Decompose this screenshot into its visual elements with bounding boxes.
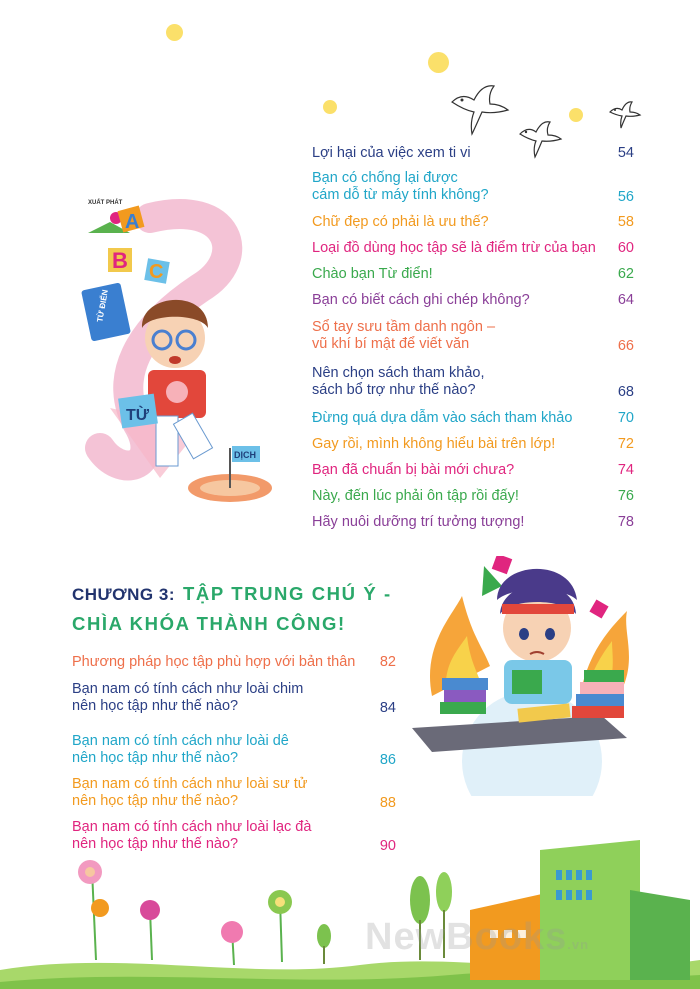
toc-entry-page: 86 xyxy=(379,752,396,768)
toc-entry-page: 76 xyxy=(617,488,634,504)
toc-entry-title: Đừng quá dựa dẫm vào sách tham khảo xyxy=(312,410,573,426)
toc-entry-title: Bạn có biết cách ghi chép không? xyxy=(312,292,530,308)
toc-entry-title: Nên chọn sách tham khảo, sách bổ trợ như thế nào? xyxy=(312,365,485,398)
start-sign: XUẤT PHÁT xyxy=(88,200,123,206)
toc-entry-page: 82 xyxy=(379,654,396,670)
toc-entry[interactable] xyxy=(312,214,634,231)
toc-entry-title: Này, đến lúc phải ôn tập rồi đấy! xyxy=(312,488,519,504)
toc-entry-page: 56 xyxy=(617,189,634,205)
toc-entry-title: Gay rồi, mình không hiểu bài trên lớp! xyxy=(312,436,556,452)
toc-entry-title: Bạn nam có tính cách như loài chim nên học tập như thế nào? xyxy=(72,681,304,714)
toc-entry-title: Bạn nam có tính cách như loài dê nên học tập như thế nào? xyxy=(72,733,289,766)
toc-entry-title: Chữ đẹp có phải là ưu thế? xyxy=(312,214,489,230)
watermark-brand: NewBooks xyxy=(365,916,568,958)
toc-entry-page: 90 xyxy=(379,838,396,854)
toc-entry[interactable] xyxy=(312,436,634,453)
chapter-heading xyxy=(72,583,392,635)
toc-entry-page: 74 xyxy=(617,462,634,478)
toc-entry-title: Lợi hại của việc xem ti vi xyxy=(312,145,471,161)
toc-entry-page: 78 xyxy=(617,514,634,530)
garden-scenery xyxy=(0,830,700,989)
bird-icon xyxy=(610,102,640,128)
decorative-dot xyxy=(323,100,337,114)
toc-entry[interactable] xyxy=(72,776,396,812)
toc-entry-page: 66 xyxy=(617,338,634,354)
toc-entry-title: Phương pháp học tập phù hợp với bản thân xyxy=(72,654,356,670)
toc-entry[interactable] xyxy=(312,292,634,309)
letter-c: C xyxy=(149,261,164,283)
toc-entry[interactable] xyxy=(312,365,634,401)
toc-entry[interactable] xyxy=(72,654,396,671)
bird-icon xyxy=(452,86,508,134)
toc-entry-title: Bạn đã chuẩn bị bài mới chưa? xyxy=(312,462,515,478)
toc-entry[interactable] xyxy=(312,170,634,206)
chapter-title-line1: TẬP TRUNG CHÚ Ý - xyxy=(183,583,392,604)
toc-entry[interactable] xyxy=(312,266,634,283)
decorative-dot xyxy=(428,52,449,73)
flag-label: DỊCH xyxy=(234,450,256,460)
toc-entry-page: 62 xyxy=(617,266,634,282)
toc-entry[interactable] xyxy=(312,240,634,257)
book-label: TỪ ĐIỂN xyxy=(95,288,110,323)
toc-bottom xyxy=(72,654,396,854)
toc-entry-title: Bạn nam có tính cách như loài sư tử nên học tập như thế nào? xyxy=(72,776,308,809)
toc-entry[interactable] xyxy=(72,681,396,717)
toc-entry-page: 84 xyxy=(379,700,396,716)
toc-entry-title: Loại đồ dùng học tập sẽ là điểm trừ của bạn xyxy=(312,240,596,256)
toc-entry-page: 58 xyxy=(617,214,634,230)
toc-entry-page: 68 xyxy=(617,384,634,400)
toc-entry-title: Sổ tay sưu tầm danh ngôn – vũ khí bí mật để viết văn xyxy=(312,319,496,352)
watermark-suffix: .vn xyxy=(567,937,590,952)
toc-entry[interactable] xyxy=(312,462,634,479)
toc-entry-page: 60 xyxy=(617,240,634,256)
toc-entry-page: 72 xyxy=(617,436,634,452)
toc-entry-page: 70 xyxy=(617,410,634,426)
toc-entry-title: Bạn nam có tính cách như loài lạc đà nên học tập như thế nào? xyxy=(72,819,312,852)
toc-entry-title: Bạn có chống lại được cám dỗ từ máy tính không? xyxy=(312,170,489,203)
boy-abc-illustration xyxy=(80,178,280,518)
toc-entry[interactable] xyxy=(312,319,634,355)
toc-entry[interactable] xyxy=(312,514,634,531)
toc-entry[interactable] xyxy=(312,145,634,162)
toc-entry-title: Hãy nuôi dưỡng trí tưởng tượng! xyxy=(312,514,525,530)
studying-boy-illustration xyxy=(412,556,652,796)
toc-entry[interactable] xyxy=(72,733,396,769)
toc-top xyxy=(312,145,634,535)
toc-entry-page: 54 xyxy=(617,145,634,161)
letter-b: B xyxy=(112,248,128,273)
watermark xyxy=(365,916,589,959)
toc-entry-title: Chào bạn Từ điển! xyxy=(312,266,433,282)
chapter-title-line2: CHÌA KHÓA THÀNH CÔNG! xyxy=(72,613,346,634)
toc-entry[interactable] xyxy=(312,410,634,427)
toc-entry[interactable] xyxy=(312,488,634,505)
decorative-dot xyxy=(166,24,183,41)
card-label: TỪ xyxy=(126,407,150,424)
letter-a: A xyxy=(125,211,140,233)
toc-entry-page: 88 xyxy=(379,795,396,811)
toc-entry-page: 64 xyxy=(617,292,634,308)
chapter-label: CHƯƠNG 3: xyxy=(72,585,175,604)
